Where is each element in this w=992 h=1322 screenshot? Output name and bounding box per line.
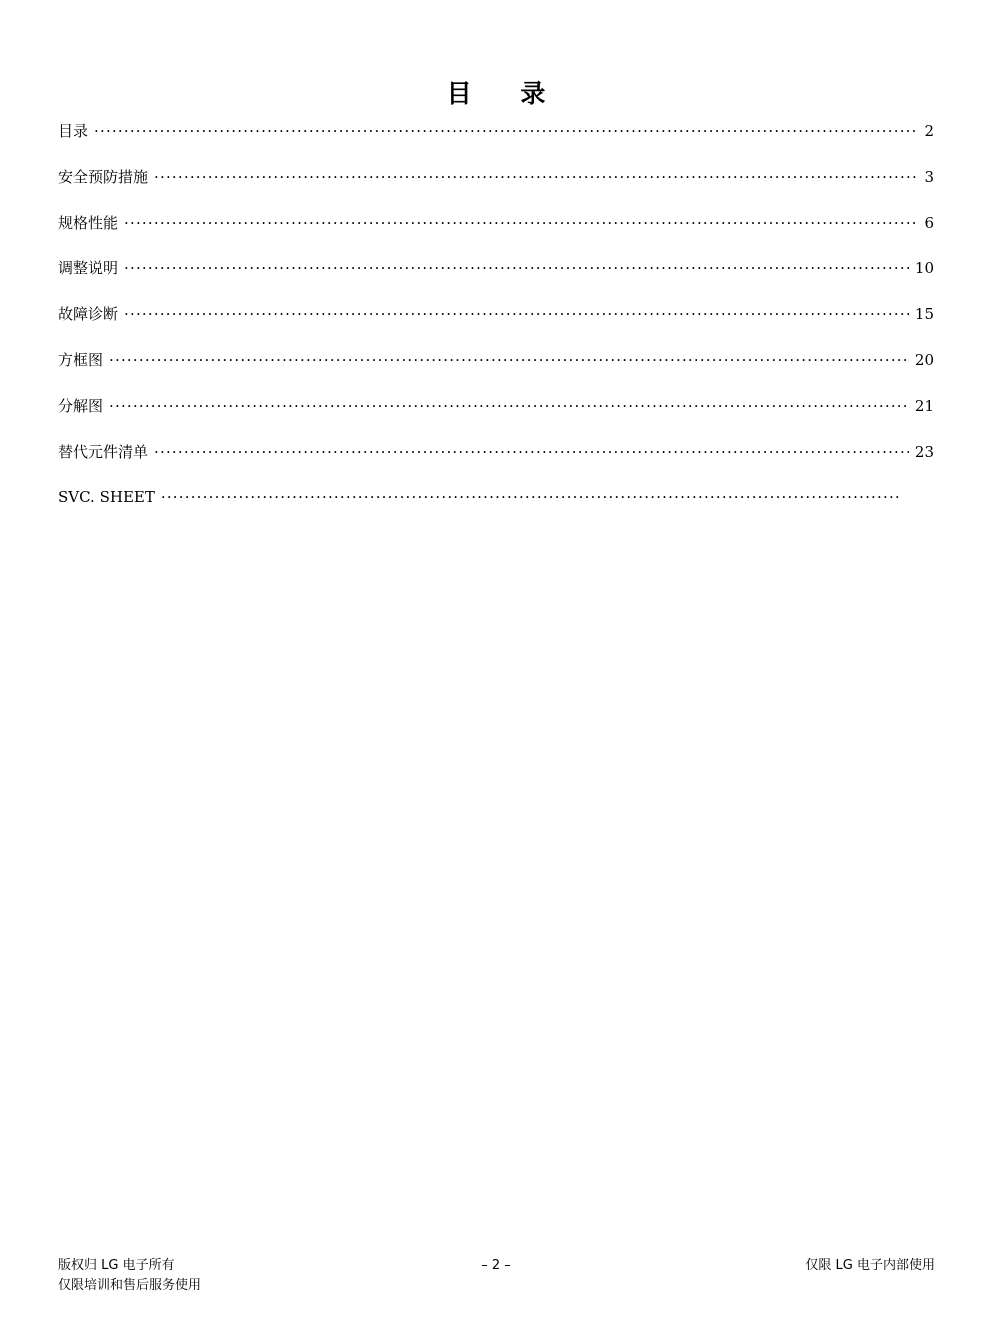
toc-entry-label: SVC. SHEET — [58, 488, 155, 507]
toc-leader-dots — [161, 484, 902, 510]
toc-entry[interactable] — [58, 255, 934, 301]
toc-entry-page: 10 — [914, 259, 934, 278]
toc-leader-dots — [124, 210, 916, 236]
toc-entry[interactable] — [58, 301, 934, 347]
toc-leader-dots — [94, 118, 916, 144]
page-title: 目 录 — [446, 79, 566, 108]
toc-entry[interactable] — [58, 393, 934, 439]
toc-leader-dots — [109, 393, 909, 419]
toc-entry-page: 3 — [924, 167, 934, 186]
toc-entry-label: 规格性能 — [58, 213, 119, 232]
toc-entry-label: 分解图 — [58, 396, 104, 415]
toc-entry-label: 替代元件清单 — [58, 442, 149, 461]
toc-entry-page: 20 — [914, 350, 934, 369]
toc-entry-label: 调整说明 — [58, 259, 119, 278]
toc-entry-label: 方框图 — [58, 350, 104, 369]
toc-leader-dots — [124, 255, 909, 281]
toc-entry[interactable] — [58, 347, 934, 393]
toc-entry[interactable] — [58, 210, 934, 256]
toc-leader-dots — [124, 301, 909, 327]
toc-entry-page: 15 — [914, 305, 934, 324]
toc-entry[interactable] — [58, 484, 934, 530]
table-of-contents — [58, 118, 934, 530]
footer-internal-use: 仅限 LG 电子内部使用 — [805, 1258, 935, 1273]
toc-entry-page: 6 — [924, 213, 934, 232]
toc-entry[interactable] — [58, 164, 934, 210]
footer-copyright-line: 版权归 LG 电子所有 — [58, 1258, 175, 1273]
toc-entry-page: 21 — [914, 396, 934, 415]
toc-entry-label: 故障诊断 — [58, 305, 119, 324]
toc-entry[interactable] — [58, 118, 934, 164]
toc-entry[interactable] — [58, 439, 934, 485]
footer-usage-line: 仅限培训和售后服务使用 — [58, 1278, 202, 1293]
toc-entry-label: 目录 — [58, 122, 89, 140]
toc-leader-dots — [154, 164, 916, 190]
page-number: – 2 – — [481, 1258, 511, 1273]
toc-leader-dots — [154, 439, 909, 465]
toc-entry-page: 2 — [924, 122, 934, 140]
toc-entry-label: 安全预防措施 — [58, 167, 149, 186]
toc-leader-dots — [109, 347, 909, 373]
toc-entry-page: 23 — [914, 442, 934, 461]
